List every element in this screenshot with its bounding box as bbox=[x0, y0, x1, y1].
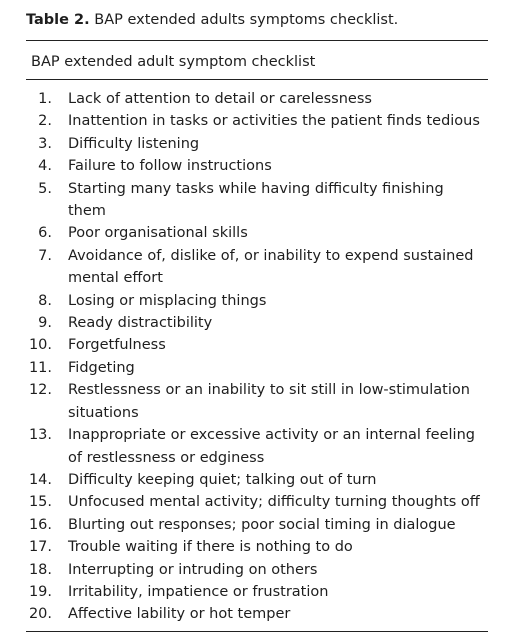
checklist-item-text: Irritability, impatience or frustration bbox=[68, 583, 329, 600]
checklist-item-number: 19. bbox=[28, 583, 52, 600]
checklist-item-text: Difficulty keeping quiet; talking out of turn bbox=[68, 471, 377, 488]
checklist-item-number: 17. bbox=[28, 539, 52, 556]
checklist-item bbox=[26, 88, 488, 110]
table-column-header: BAP extended adult symptom checklist bbox=[31, 54, 316, 70]
checklist-item-number: 16. bbox=[28, 516, 52, 533]
checklist-item-number: 6. bbox=[38, 225, 52, 242]
checklist-item-text: Fidgeting bbox=[68, 359, 135, 376]
checklist-item-text: Restlessness or an inability to sit still in low-stimulation situations bbox=[68, 382, 470, 421]
checklist-item bbox=[26, 312, 488, 334]
checklist-item bbox=[26, 424, 488, 469]
checklist-item-text: Inappropriate or excessive activity or an internal feeling of restlessness or edginess bbox=[68, 427, 475, 466]
checklist-item-number: 10. bbox=[28, 337, 52, 354]
checklist-item-number: 12. bbox=[28, 382, 52, 399]
checklist-item-text: Trouble waiting if there is nothing to do bbox=[68, 539, 353, 556]
checklist-item-number: 3. bbox=[38, 135, 52, 152]
checklist-item bbox=[26, 357, 488, 379]
checklist-item bbox=[26, 469, 488, 491]
checklist-item bbox=[26, 133, 488, 155]
checklist-item bbox=[26, 334, 488, 356]
checklist-item-number: 7. bbox=[38, 247, 52, 264]
checklist-items bbox=[26, 80, 488, 631]
checklist-item bbox=[26, 178, 488, 223]
checklist-item-text: Losing or misplacing things bbox=[68, 292, 267, 309]
checklist-item-text: Ready distractibility bbox=[68, 315, 213, 332]
checklist-item-number: 5. bbox=[38, 180, 52, 197]
checklist-item-text: Interrupting or intruding on others bbox=[68, 561, 318, 578]
checklist-item-text: Inattention in tasks or activities the patient finds tedious bbox=[68, 113, 480, 130]
checklist-item-text: Affective lability or hot temper bbox=[68, 606, 291, 623]
checklist-item-number: 14. bbox=[28, 471, 52, 488]
checklist-item-number: 1. bbox=[38, 91, 52, 107]
checklist-item-number: 20. bbox=[28, 606, 52, 623]
checklist-item-text: Difficulty listening bbox=[68, 135, 200, 152]
checklist-item-text: Forgetfulness bbox=[68, 337, 166, 354]
checklist-item-text: Lack of attention to detail or carelessness bbox=[68, 91, 372, 107]
checklist-item bbox=[26, 514, 488, 536]
checklist-item-number: 15. bbox=[28, 494, 52, 511]
table-caption bbox=[26, 10, 488, 30]
checklist-item-text: Unfocused mental activity; difficulty turning thoughts off bbox=[68, 494, 480, 511]
checklist-item bbox=[26, 491, 488, 513]
table-caption-text: BAP extended adults symptoms checklist. bbox=[94, 12, 399, 28]
checklist-item-text: Starting many tasks while having difficulty finishing them bbox=[68, 180, 444, 220]
checklist-item-number: 8. bbox=[38, 292, 52, 309]
checklist-item-text: Avoidance of, dislike of, or inability to expend sustained mental effort bbox=[68, 247, 474, 287]
checklist-item-text: Blurting out responses; poor social timing in dialogue bbox=[68, 516, 456, 533]
checklist-item bbox=[26, 536, 488, 558]
checklist-item bbox=[26, 290, 488, 312]
checklist-item-number: 13. bbox=[28, 427, 52, 444]
table-document bbox=[26, 10, 488, 632]
checklist-item bbox=[26, 110, 488, 132]
checklist-item bbox=[26, 603, 488, 625]
checklist-item bbox=[26, 245, 488, 290]
checklist-item bbox=[26, 155, 488, 177]
checklist-item-text: Failure to follow instructions bbox=[68, 158, 272, 175]
checklist-item bbox=[26, 222, 488, 244]
table-caption-label: Table 2. bbox=[26, 12, 90, 28]
checklist-item bbox=[26, 559, 488, 581]
checklist-item-number: 2. bbox=[38, 113, 52, 130]
checklist-item bbox=[26, 379, 488, 424]
checklist-item-text: Poor organisational skills bbox=[68, 225, 248, 242]
checklist-item-number: 4. bbox=[38, 158, 52, 175]
checklist-item-number: 18. bbox=[28, 561, 52, 578]
checklist-item-number: 11. bbox=[28, 359, 52, 376]
checklist-item-number: 9. bbox=[38, 315, 52, 332]
